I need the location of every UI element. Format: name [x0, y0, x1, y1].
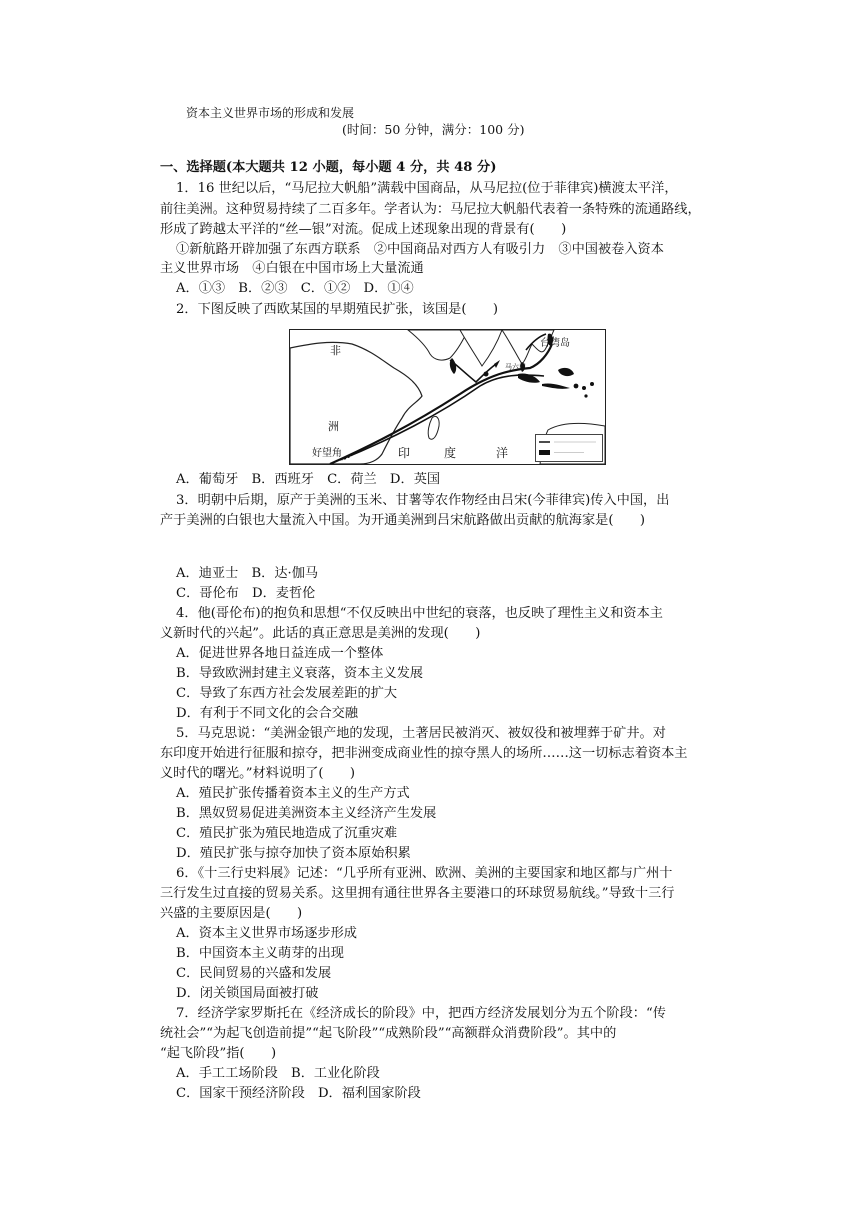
- document-title: 资本主义世界市场的形成和发展: [186, 106, 355, 120]
- map-label-zhou: 洲: [328, 420, 339, 433]
- q3-line-1: 3．明朝中后期，原产于美洲的玉米、甘薯等农作物经由吕宋(今菲律宾)传入中国，出: [176, 493, 670, 508]
- india-outline: [460, 330, 502, 366]
- q1-line-3: 形成了跨越太平洋的“丝—银”对流。促成上述现象出现的背景有( ): [160, 222, 567, 237]
- madagascar-shape: [428, 416, 439, 439]
- q7-options-cd: C．国家干预经济阶段 D．福利国家阶段: [176, 1086, 421, 1101]
- map-legend: [535, 434, 603, 462]
- q3-options-ab: A．迪亚士 B．达·伽马: [176, 566, 319, 581]
- map-label-malacca: 马六甲: [505, 363, 526, 371]
- map-label-yang: 洋: [496, 446, 509, 460]
- exam-meta: (时间：50 分钟，满分：100 分): [342, 122, 525, 137]
- q6-option-b: B．中国资本主义萌芽的出现: [176, 946, 344, 961]
- q4-option-a: A．促进世界各地日益连成一个整体: [176, 646, 384, 661]
- q4-line-2: 义新时代的兴起”。此话的真正意思是美洲的发现( ): [160, 626, 481, 641]
- q5-line-2: 东印度开始进行征服和掠夺，把非洲变成商业性的掠夺黑人的场所……这一切标志着资本主: [160, 746, 688, 761]
- q2-options: A．葡萄牙 B．西班牙 C．荷兰 D．英国: [176, 472, 441, 487]
- q5-option-b: B．黑奴贸易促进美洲资本主义经济产生发展: [176, 806, 437, 821]
- legend-colony-swatch: [539, 450, 550, 455]
- q7-line-1: 7．经济学家罗斯托在《经济成长的阶段》中，把西方经济发展划分为五个阶段：“传: [176, 1006, 666, 1021]
- q4-option-d: D．有利于不同文化的会合交融: [176, 706, 359, 721]
- legend-graphic: [536, 435, 602, 461]
- section-heading: 一、选择题(本大题共 12 小题，每小题 4 分，共 48 分): [160, 160, 497, 175]
- q5-option-d: D．殖民扩张与掠夺加快了资本原始积累: [176, 846, 411, 861]
- colonial-expansion-map: [289, 329, 606, 465]
- q6-option-c: C．民间贸易的兴盛和发展: [176, 966, 332, 981]
- q1-options: A．①③ B．②③ C．①② D．①④: [176, 281, 414, 296]
- island-dot: [590, 382, 594, 386]
- q3-options-cd: C．哥伦布 D．麦哲伦: [176, 586, 316, 601]
- arabia-outline: [408, 330, 468, 360]
- q7-options-ab: A．手工工场阶段 B．工业化阶段: [176, 1066, 380, 1081]
- q4-option-c: C．导致了东西方社会发展差距的扩大: [176, 686, 398, 701]
- colony-marker: [450, 358, 456, 374]
- q4-option-b: B．导致欧洲封建主义衰落，资本主义发展: [176, 666, 424, 681]
- map-label-fei: 非: [330, 344, 341, 357]
- q6-line-1: 6．《十三行史料展》记述：“几乎所有亚洲、欧洲、美洲的主要国家和地区都与广州十: [176, 866, 673, 881]
- island-dot: [582, 386, 586, 390]
- q6-option-d: D．闭关锁国局面被打破: [176, 986, 319, 1001]
- java-shape: [542, 383, 570, 388]
- q1-line-5: 主义世界市场 ④白银在中国市场上大量流通: [160, 261, 424, 276]
- island-dot: [574, 384, 579, 389]
- q1-line-1: 1．16 世纪以后，“马尼拉大帆船”满载中国商品，从马尼拉(位于菲律宾)横渡太平洋，: [176, 181, 678, 196]
- q5-line-1: 5．马克思说：“美洲金银产地的发现，土著居民被消灭、被奴役和被埋葬于矿井。对: [176, 726, 666, 741]
- map-label-yin: 印: [398, 446, 411, 460]
- q3-line-2: 产于美洲的白银也大量流入中国。为开通美洲到吕宋航路做出贡献的航海家是( ): [160, 513, 646, 528]
- q6-option-a: A．资本主义世界市场逐步形成: [176, 926, 357, 941]
- map-label-taiwan: 台湾岛: [540, 338, 570, 349]
- map-label-du: 度: [444, 446, 457, 460]
- q6-line-2: 三行发生过直接的贸易关系。这里拥有通往世界各主要港口的环球贸易航线。”导致十三行: [160, 886, 675, 901]
- borneo-shape: [558, 368, 574, 376]
- q5-option-a: A．殖民扩张传播着资本主义的生产方式: [176, 786, 410, 801]
- q2-stem: 2．下图反映了西欧某国的早期殖民扩张，该国是( ): [176, 302, 498, 317]
- map-label-cape: 好望角: [312, 448, 342, 459]
- q7-line-2: 统社会”“为起飞创造前提”“起飞阶段”“成熟阶段”“高额群众消费阶段”。其中的: [160, 1026, 617, 1041]
- route-arrow-icon: [494, 360, 500, 368]
- q6-line-3: 兴盛的主要原因是( ): [160, 906, 303, 921]
- q7-line-3: “起飞阶段”指( ): [160, 1046, 277, 1061]
- q5-line-3: 义时代的曙光。”材料说明了( ): [160, 766, 356, 781]
- island-dot: [584, 394, 587, 397]
- q1-line-2: 前往美洲。这种贸易持续了二百多年。学者认为：马尼拉大帆船代表着一条特殊的流通路线，: [160, 202, 701, 217]
- q5-option-c: C．殖民扩张为殖民地造成了沉重灾难: [176, 826, 398, 841]
- q1-line-4: ①新航路开辟加强了东西方联系 ②中国商品对西方人有吸引力 ③中国被卷入资本: [176, 242, 664, 257]
- q4-line-1: 4．他(哥伦布)的抱负和思想“不仅反映出中世纪的衰落，也反映了理性主义和资本主: [176, 606, 663, 621]
